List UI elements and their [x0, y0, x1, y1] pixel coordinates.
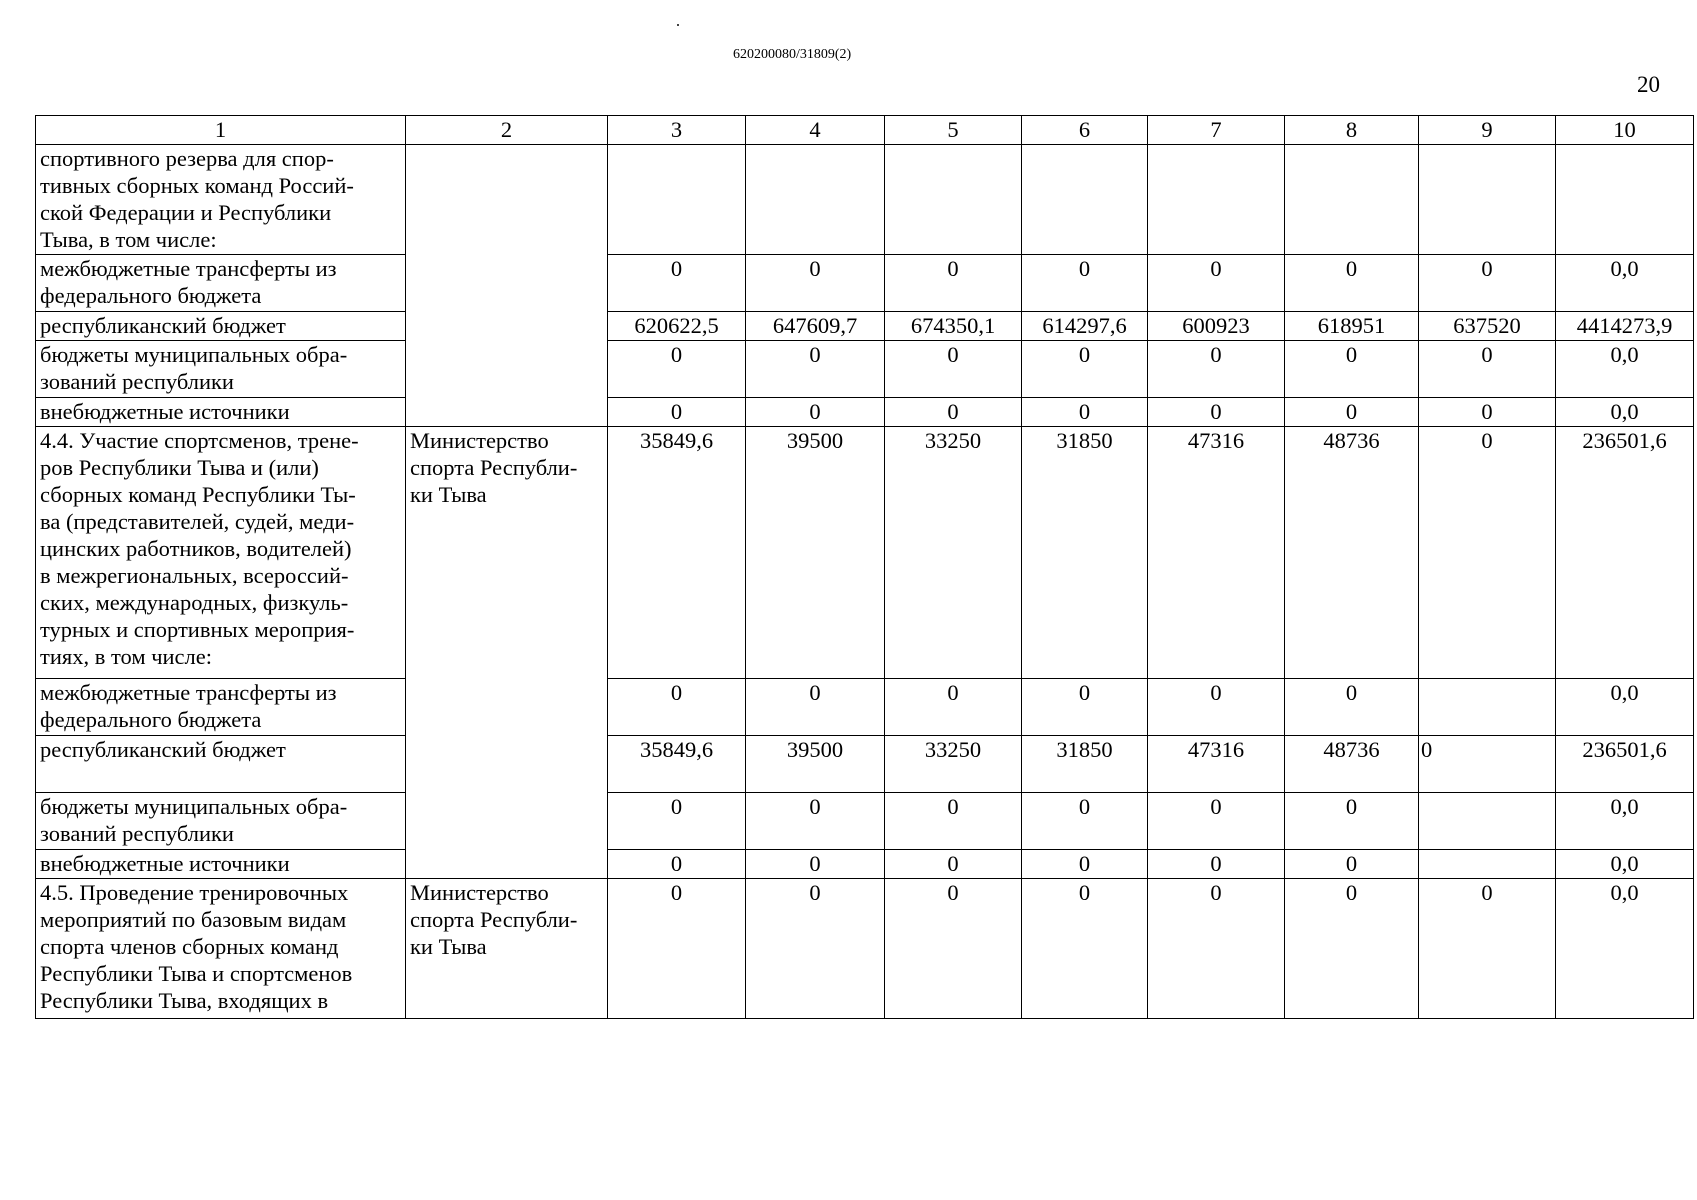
table-row	[36, 398, 1694, 427]
value-cell: 618951	[1285, 312, 1419, 341]
value-cell: 39500	[746, 736, 885, 793]
value-cell: 4414273,9	[1556, 312, 1694, 341]
value-cell	[1285, 145, 1419, 255]
scan-speck	[677, 24, 679, 26]
table-row	[36, 736, 1694, 793]
row-description: внебюджетные источники	[36, 398, 406, 427]
value-cell: 0	[1419, 427, 1556, 679]
executor-cell-empty	[406, 145, 608, 427]
value-cell: 0	[1148, 398, 1285, 427]
value-cell: 0	[1419, 341, 1556, 398]
value-cell	[1419, 679, 1556, 736]
row-description: 4.4. Участие спортсменов, трене- ров Республики Тыва и (или) сборных команд Республики Ты- ва (представителей, судей, меди- цинских работников, водителей) в межрегиональных, всероссий- ских, международных, физкуль- турных и спортивных мероприя- тиях, в том числе:	[36, 427, 406, 679]
value-cell: 0	[1285, 879, 1419, 1019]
row-description: спортивного резерва для спор- тивных сборных команд Россий- ской Федерации и Республики Тыва, в том числе:	[36, 145, 406, 255]
value-cell: 0	[1285, 255, 1419, 312]
value-cell: 0	[746, 255, 885, 312]
value-cell	[1022, 145, 1148, 255]
column-header: 5	[885, 116, 1022, 145]
value-cell: 620622,5	[608, 312, 746, 341]
value-cell: 0	[608, 679, 746, 736]
value-cell	[1419, 145, 1556, 255]
column-header: 4	[746, 116, 885, 145]
value-cell: 33250	[885, 736, 1022, 793]
value-cell: 33250	[885, 427, 1022, 679]
value-cell: 647609,7	[746, 312, 885, 341]
table-row	[36, 427, 1694, 679]
value-cell: 0	[1022, 793, 1148, 850]
value-cell: 0	[608, 255, 746, 312]
budget-table	[35, 115, 1694, 1019]
value-cell: 0	[1022, 398, 1148, 427]
value-cell: 0	[885, 255, 1022, 312]
value-cell: 0	[1148, 679, 1285, 736]
row-description: межбюджетные трансферты из федерального бюджета	[36, 679, 406, 736]
value-cell: 0	[608, 850, 746, 879]
value-cell: 0	[885, 793, 1022, 850]
value-cell	[1419, 850, 1556, 879]
value-cell: 48736	[1285, 427, 1419, 679]
value-cell: 48736	[1285, 736, 1419, 793]
value-cell: 0	[1022, 341, 1148, 398]
row-description: 4.5. Проведение тренировочных мероприятий по базовым видам спорта членов сборных команд Республики Тыва и спортсменов Республики Тыва, входящих в	[36, 879, 406, 1019]
value-cell: 674350,1	[885, 312, 1022, 341]
value-cell	[608, 145, 746, 255]
row-description: внебюджетные источники	[36, 850, 406, 879]
value-cell: 0	[608, 793, 746, 850]
value-cell: 0	[1419, 255, 1556, 312]
row-description: бюджеты муниципальных обра- зований республики	[36, 793, 406, 850]
value-cell: 0	[608, 879, 746, 1019]
value-cell: 0	[1148, 341, 1285, 398]
column-header: 1	[36, 116, 406, 145]
value-cell: 0	[1148, 793, 1285, 850]
value-cell: 0,0	[1556, 255, 1694, 312]
value-cell: 0	[1419, 879, 1556, 1019]
table-row	[36, 850, 1694, 879]
value-cell: 39500	[746, 427, 885, 679]
value-cell: 0,0	[1556, 793, 1694, 850]
value-cell: 0	[885, 341, 1022, 398]
value-cell: 0,0	[1556, 679, 1694, 736]
value-cell: 0	[1285, 679, 1419, 736]
value-cell	[1419, 793, 1556, 850]
value-cell: 236501,6	[1556, 427, 1694, 679]
value-cell: 0,0	[1556, 879, 1694, 1019]
value-cell: 0	[746, 850, 885, 879]
value-cell: 0	[885, 850, 1022, 879]
value-cell: 0	[746, 679, 885, 736]
value-cell: 0	[608, 341, 746, 398]
value-cell: 47316	[1148, 736, 1285, 793]
value-cell: 637520	[1419, 312, 1556, 341]
value-cell	[1148, 145, 1285, 255]
row-description: республиканский бюджет	[36, 312, 406, 341]
column-header: 9	[1419, 116, 1556, 145]
value-cell: 0	[746, 879, 885, 1019]
value-cell: 0	[885, 879, 1022, 1019]
document-id: 620200080/31809(2)	[733, 47, 852, 62]
table-row	[36, 793, 1694, 850]
column-header: 8	[1285, 116, 1419, 145]
value-cell: 0,0	[1556, 341, 1694, 398]
value-cell	[885, 145, 1022, 255]
value-cell: 0	[608, 398, 746, 427]
value-cell: 0	[746, 793, 885, 850]
table-row	[36, 145, 1694, 255]
value-cell: 0	[1022, 679, 1148, 736]
table-row	[36, 255, 1694, 312]
row-description: бюджеты муниципальных обра- зований республики	[36, 341, 406, 398]
column-header: 2	[406, 116, 608, 145]
value-cell: 0	[1148, 255, 1285, 312]
table-row	[36, 879, 1694, 1019]
column-number-row	[36, 116, 1694, 145]
value-cell: 0,0	[1556, 398, 1694, 427]
value-cell: 0	[1022, 879, 1148, 1019]
column-header: 7	[1148, 116, 1285, 145]
value-cell: 31850	[1022, 427, 1148, 679]
value-cell: 0	[1022, 255, 1148, 312]
value-cell: 0	[1148, 879, 1285, 1019]
value-cell: 0,0	[1556, 850, 1694, 879]
value-cell: 0	[746, 341, 885, 398]
value-cell: 0	[746, 398, 885, 427]
row-description: республиканский бюджет	[36, 736, 406, 793]
column-header: 10	[1556, 116, 1694, 145]
table-row	[36, 312, 1694, 341]
value-cell: 0	[1285, 850, 1419, 879]
value-cell	[1556, 145, 1694, 255]
value-cell: 0	[885, 679, 1022, 736]
table-row	[36, 341, 1694, 398]
value-cell: 600923	[1148, 312, 1285, 341]
value-cell: 0	[1148, 850, 1285, 879]
value-cell: 0	[1285, 793, 1419, 850]
value-cell: 0	[1285, 398, 1419, 427]
row-description: межбюджетные трансферты из федерального бюджета	[36, 255, 406, 312]
table-row	[36, 679, 1694, 736]
value-cell: 31850	[1022, 736, 1148, 793]
value-cell: 0	[885, 398, 1022, 427]
value-cell: 35849,6	[608, 736, 746, 793]
page-number: 20	[1637, 72, 1660, 97]
column-header: 6	[1022, 116, 1148, 145]
value-cell: 236501,6	[1556, 736, 1694, 793]
value-cell: 0	[1419, 398, 1556, 427]
column-header: 3	[608, 116, 746, 145]
executor-cell: Министерство спорта Республи- ки Тыва	[406, 427, 608, 879]
value-cell	[746, 145, 885, 255]
value-cell: 0	[1022, 850, 1148, 879]
value-cell: 47316	[1148, 427, 1285, 679]
executor-cell: Министерство спорта Республи- ки Тыва	[406, 879, 608, 1019]
value-cell: 0	[1285, 341, 1419, 398]
value-cell: 614297,6	[1022, 312, 1148, 341]
value-cell: 35849,6	[608, 427, 746, 679]
value-cell: 0	[1419, 736, 1556, 793]
